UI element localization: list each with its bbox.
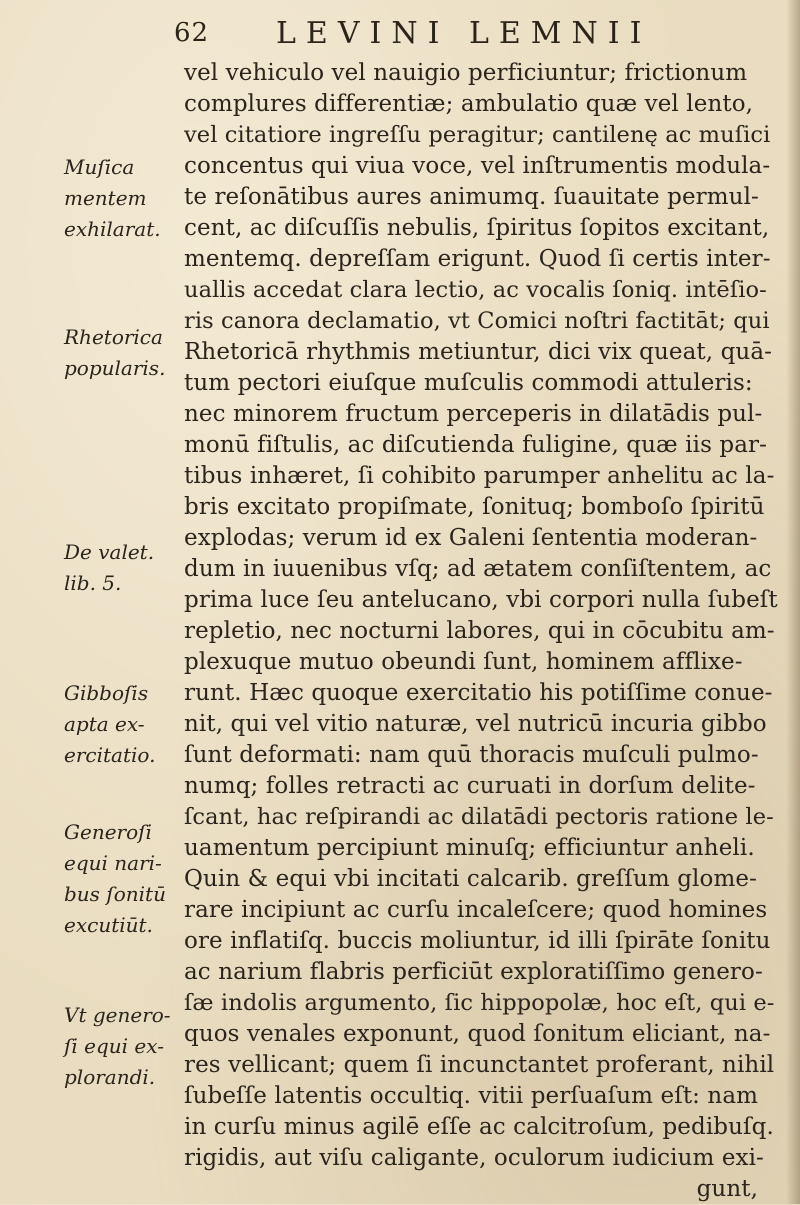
margin-note-generosi [64,817,182,941]
margin-note-line: Generoſi [64,820,152,844]
text-line: rigidis, aut viſu caligante, oculorum iudicium exi- [184,1145,764,1171]
text-line: Rhetoricā rhythmis metiuntur, dici vix queat, quā- [184,339,773,365]
page-number: 62 [174,18,210,48]
text-line: te reſonātibus aures animumq. ſuauitate permul- [184,184,759,210]
text-line: runt. Hæc quoque exercitatio his potiſſime conue- [184,680,773,706]
margin-note-line: Vt genero- [64,1003,171,1027]
page-gutter-shadow [786,0,800,1204]
margin-note-line: ſi equi ex- [64,1034,164,1058]
text-line: ſubeſſe latentis occultiq. vitii perſuaſum eſt: nam [184,1083,759,1109]
text-line: monū fiſtulis, ac diſcutienda fuligine, quæ iis par- [184,432,767,458]
text-line: mentemq. depreſſam erigunt. Quod ſi certis inter- [184,246,771,272]
text-line: numq; folles retracti ac curuati in dorſum delite- [184,773,756,799]
text-line: vel citatiore ingreſſu peragitur; cantilenę ac muſici [184,122,771,148]
margin-note-line: bus ſonitū [64,882,166,906]
text-line: plexuque mutuo obeundi ſunt, hominem afflixe- [184,649,743,675]
text-line: concentus qui viua voce, vel inſtrumentis modula- [184,153,771,179]
text-line: prima luce ſeu antelucano, vbi corpori nulla ſubeſt [184,587,778,613]
text-line: repletio, nec nocturni labores, qui in cōcubitu am- [184,618,775,644]
margin-note-line: exhilarat. [64,217,161,241]
text-line: complures differentiæ; ambulatio quæ vel lento, [184,91,754,117]
margin-note-gibbosis [64,678,182,771]
margin-note-line: mentem [64,186,147,210]
margin-note-de-valet [64,537,182,599]
text-line: res vellicant; quem ſi incunctantet proferant, nihil [184,1052,775,1078]
margin-note-line: Rhetorica [64,325,163,349]
margin-notes [0,0,180,1204]
text-line: ſunt deformati: nam quū thoracis muſculi pulmo- [184,742,759,768]
text-line: ris canora declamatio, vt Comici noſtri factitāt; qui [184,308,770,334]
margin-note-line: apta ex- [64,712,145,736]
margin-note-vt-generosi [64,1000,182,1093]
text-line: bris excitato propiſmate, ſonituq; bomboſo ſpiritū [184,494,765,520]
margin-note-line: popularis. [64,356,166,380]
body-text [184,58,778,1205]
text-line: quos venales exponunt, quod ſonitum eliciant, na- [184,1021,771,1047]
page-header [168,12,728,56]
running-title: LEVINI LEMNII [276,16,652,51]
margin-note-musica [64,152,182,245]
margin-note-line: De valet. [64,540,155,564]
text-line: uallis accedat clara lectio, ac vocalis ſoniq. intēſio- [184,277,767,303]
text-line: rare incipiunt ac curſu incaleſcere; quod homines [184,897,768,923]
text-line: nec minorem fructum perceperis in dilatādis pul- [184,401,763,427]
text-line: vel vehiculo vel nauigio perficiuntur; frictionum [184,60,748,86]
margin-note-line: Muſica [64,155,135,179]
margin-note-line: excutiūt. [64,913,153,937]
text-line: tum pectori eiuſque muſculis commodi attuleris: [184,370,753,396]
text-line: ſæ indolis argumento, ſic hippopolæ, hoc eſt, qui e- [184,990,775,1016]
text-line: cent, ac diſcuſſis nebulis, ſpiritus ſopitos excitant, [184,215,770,241]
margin-note-line: equi nari- [64,851,162,875]
text-line: ore inflatiſq. buccis moliuntur, id illi ſpirāte ſonitu [184,928,771,954]
margin-note-line: lib. 5. [64,571,122,595]
text-line: explodas; verum id ex Galeni ſententia moderan- [184,525,758,551]
text-line: in curſu minus agilē eſſe ac calcitroſum, pedibuſq. [184,1114,774,1140]
text-line: uamentum percipiunt minuſq; efficiuntur anheli. [184,835,755,861]
text-line: ac narium flabris perficiūt exploratiſſimo genero- [184,959,763,985]
text-line: nit, qui vel vitio naturæ, vel nutricū incuria gibbo [184,711,767,737]
catchword: gunt, [696,1176,758,1202]
margin-note-line: plorandi. [64,1065,156,1089]
margin-note-rhetorica [64,322,182,384]
text-line: ſcant, hac reſpirandi ac dilatādi pectoris ratione le- [184,804,774,830]
text-line: tibus inhæret, ſi cohibito parumper anhelitu ac la- [184,463,775,489]
text-line: Quin & equi vbi incitati calcarib. greſſum glome- [184,866,757,892]
margin-note-line: Gibboſis [64,681,149,705]
margin-note-line: ercitatio. [64,743,156,767]
text-line: dum in iuuenibus vſq; ad ætatem conſiſtentem, ac [184,556,772,582]
